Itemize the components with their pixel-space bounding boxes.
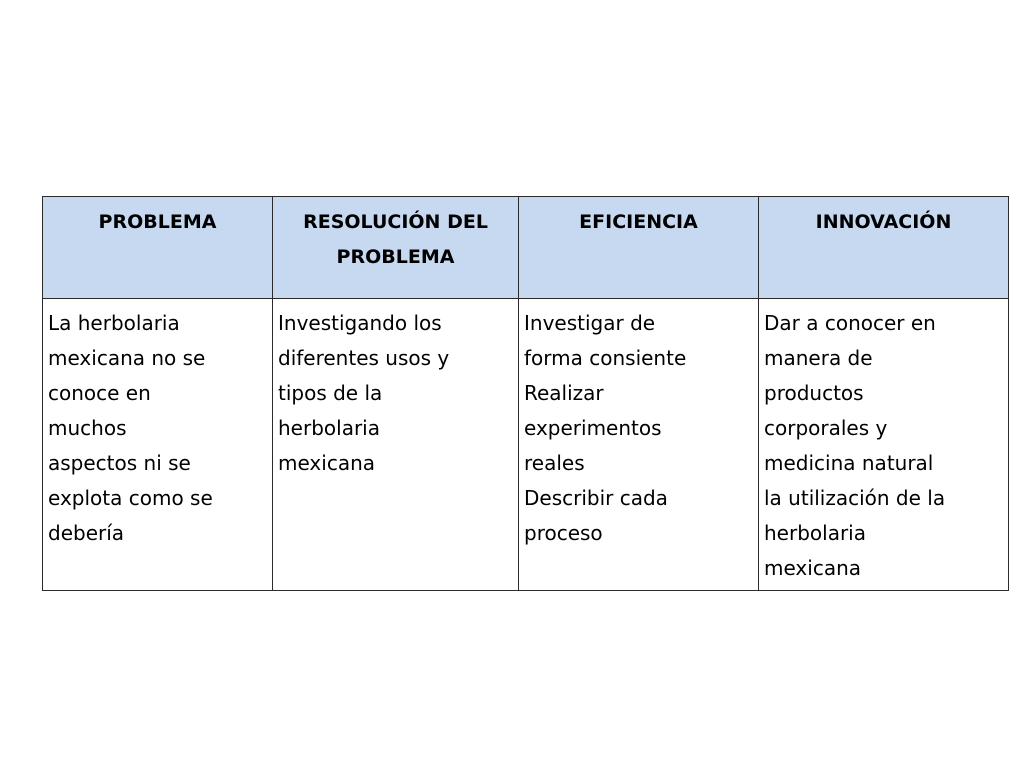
comparison-table xyxy=(42,196,1009,591)
cell-eficiencia xyxy=(519,299,759,591)
cell-resolucion xyxy=(273,299,519,591)
cell-line: mexicana no se xyxy=(48,346,206,370)
header-line: INNOVACIÓN xyxy=(815,211,952,233)
cell-line: muchos xyxy=(48,416,127,440)
cell-line: herbolaria xyxy=(278,416,380,440)
cell-line: medicina natural xyxy=(764,451,934,475)
cell-line: la utilización de la xyxy=(764,486,946,510)
cell-line: Investigando los xyxy=(278,311,442,335)
cell-line: proceso xyxy=(524,521,603,545)
cell-line: mexicana xyxy=(764,556,862,580)
cell-line: mexicana xyxy=(278,451,376,475)
cell-line: aspectos ni se xyxy=(48,451,191,475)
cell-line: La herbolaria xyxy=(48,311,180,335)
cell-line: Dar a conocer en xyxy=(764,311,936,335)
cell-line: explota como se xyxy=(48,486,213,510)
cell-line: Realizar xyxy=(524,381,604,405)
header-line: RESOLUCIÓN DEL xyxy=(303,211,488,233)
cell-problema xyxy=(43,299,273,591)
cell-line: productos xyxy=(764,381,864,405)
cell-line: corporales y xyxy=(764,416,888,440)
cell-line: diferentes usos y xyxy=(278,346,450,370)
header-row xyxy=(43,197,1009,299)
cell-line: experimentos xyxy=(524,416,662,440)
cell-innovacion xyxy=(759,299,1009,591)
cell-line: herbolaria xyxy=(764,521,866,545)
cell-line: manera de xyxy=(764,346,873,370)
cell-line: tipos de la xyxy=(278,381,383,405)
cell-line: conoce en xyxy=(48,381,151,405)
table-row xyxy=(43,299,1009,591)
header-problema xyxy=(43,197,273,299)
cell-line: Describir cada xyxy=(524,486,668,510)
header-line: PROBLEMA xyxy=(98,211,217,233)
header-eficiencia xyxy=(519,197,759,299)
header-line: PROBLEMA xyxy=(336,246,455,268)
header-line: EFICIENCIA xyxy=(579,211,698,233)
cell-line: debería xyxy=(48,521,125,545)
header-innovacion xyxy=(759,197,1009,299)
cell-line: forma consiente xyxy=(524,346,687,370)
cell-line: reales xyxy=(524,451,585,475)
cell-line: Investigar de xyxy=(524,311,656,335)
header-resolucion xyxy=(273,197,519,299)
